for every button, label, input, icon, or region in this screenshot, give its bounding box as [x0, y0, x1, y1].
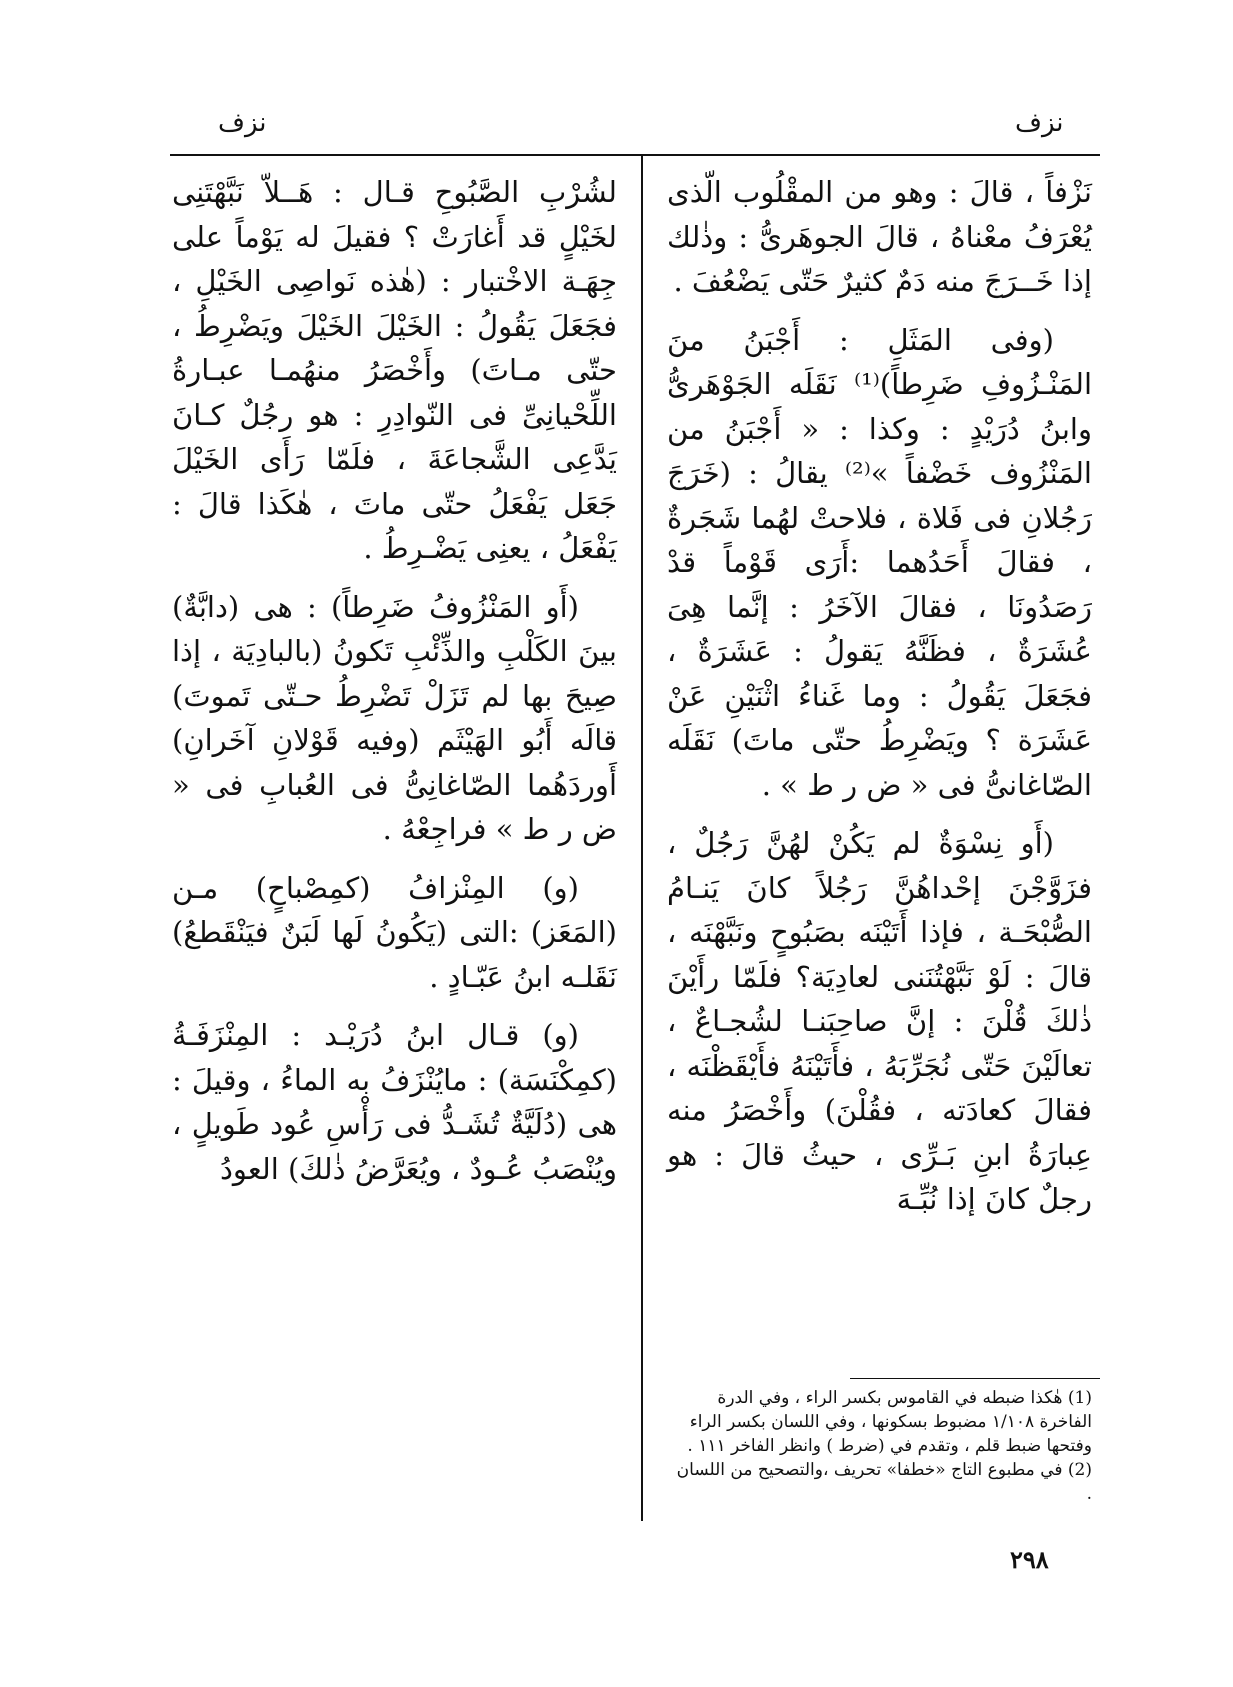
- right-paragraph: (أَو نِسْوَةٌ لم يَكُنْ لهُنَّ رَجُلٌ ، فزَوَّجْنَ إحْداهُنَّ رَجُلاً كانَ يَنـامُ الصُّبْحَـة ، فإذا أَتَيْنَه بصَبُوحٍ ونَبَّهْنَه ، قالَ : لَوْ نَبَّهْتُنَنى لعادِيَة؟ فلَمّا رأَيْنَ ذٰلكَ قُلْنَ : إنَّ صاحِبَنـا لشُجـاعٌ ، تعالَيْنَ حَتّى نُجَرِّبَهُ ، فأَتَيْنَهُ فأَيْقَظْنَه ، فقالَ كعادَته ، فقُلْنَ) وأَخْصَرُ منه عِبارَةُ ابنِ بَـرِّى ، حيثُ قالَ : هو رجلٌ كانَ إذا نُبِّـهَ: [667, 826, 1092, 1216]
- header-rule: [170, 154, 1100, 156]
- left-paragraph: (أَو المَنْزُوفُ ضَرِطاً) : هى (دابَّةٌ) بينَ الكَلْبِ والذِّئْبِ تَكونُ (بالبادِيَة ، إذا صِيحَ بها لم تَزَلْ تَضْرِطُ حـتّى تَموتَ) قالَه أَبُو الهَيْثَم (وفيه قَوْلانِ آخَرانِ) أَوردَهُما الصّاغانِىُّ فى العُبابِ فى « ض ر ط » فراجِعْهُ .: [172, 589, 617, 846]
- left-paragraph: لشُرْبِ الصَّبُوحِ قـال : هَــلاّ نَبَّهْتَنِى لخَيْلٍ قد أَغارَتْ ؟ فقيلَ له يَوْماً على جِهَـة الاخْتبار : (هٰذه نَواصِى الخَيْلِ ، فجَعَلَ يَقُولُ : الخَيْلَ الخَيْلَ ويَضْرِطُ ، حتّى مـاتَ) وأَخْصَرُ منهُمـا عبـارةُ اللِّحْيانِىِّ فى النّوادِرِ : هو رجُلٌ كـانَ يَدَّعِى الشَّجاعَةَ ، فلَمّا رَأَى الخَيْلَ جَعَل يَفْعَلُ حتّى ماتَ ، هٰكَذا قالَ : يَفْعَلُ ، يعنِى يَضْـرِطُ .: [172, 175, 617, 565]
- footnote-rule: [850, 1378, 1100, 1379]
- left-paragraph: (و) المِنْزافُ (كمِصْباحٍ) مـن (المَعَز) :التى (يَكُونُ لَها لَبَنٌ فيَنْقَطعُ) نَقَلـه ابنُ عَبّـادٍ .: [172, 870, 617, 994]
- footnote: (2) في مطبوع التاج «خطفا» تحريف ،والتصحيح من اللسان .: [676, 1460, 1092, 1504]
- page-number: ٢٩٨: [1010, 1545, 1049, 1574]
- footnote: (1) هٰكذا ضبطه في القاموس بكسر الراء ، وفي الدرة الفاخرة ١/١٠٨ مضبوط بسكونها ، وفي اللسان بكسر الراء وفتحها ضبط قلم ، وتقدم في (ضرط ) وانظر الفاخر ١١١ .: [687, 1388, 1092, 1456]
- right-column: [667, 170, 1092, 1236]
- column-divider: [641, 156, 643, 1521]
- right-paragraph: (وفى المَثَلِ : أَجْبَنُ منَ المَنْـزُوفِ ضَرِطاً)⁽¹⁾ نَقَلَه الجَوْهَرىُّ وابنُ دُرَيْدٍ : وكذا : « أَجْبَنُ من المَنْزُوف خَضْفاً »⁽²⁾ يقالُ : (خَرَجَ رَجُلانِ فى فَلاة ، فلاحتْ لهُما شَجَرةٌ ، فقالَ أَحَدُهما :أَرَى قَوْماً قدْ رَصَدُونَا ، فقالَ الآخَرُ : إنَّما هِىَ عُشَرَةٌ ، فظَنَّهُ يَقولُ : عَشَرَةٌ ، فجَعَلَ يَقُولُ : وما غَناءُ اثْنَيْنِ عَنْ عَشَرَة ؟ ويَضْرِطُ حتّى ماتَ) نَقَلَه الصّاغانىُّ فى « ض ر ط » .: [667, 322, 1092, 802]
- right-paragraph: نَزْفاً ، قالَ : وهو من المقْلُوب الّذى يُعْرَفُ معْناهُ ، قالَ الجوهَرىُّ : وذٰلك إذا خَــرَجَ منه دَمٌ كثيرٌ حَتّى يَضْعُفَ .: [667, 175, 1092, 298]
- footnotes: [667, 1386, 1092, 1506]
- left-paragraph: (و) قـال ابنُ دُرَيْـد : المِنْزَفَـةُ (كمِكْنَسَة) : مايُنْزَفُ به الماءُ ، وقيلَ : هى (دُلَيَّةٌ تُشَـدُّ فى رَأْسِ عُود طَويلٍ ، ويُنْصَبُ عُـودٌ ، ويُعَرَّضُ ذٰلكَ) العودُ: [172, 1018, 617, 1186]
- running-header-left: نزف: [218, 108, 267, 138]
- left-column: [172, 170, 617, 1205]
- running-header-right: نزف: [1015, 108, 1064, 138]
